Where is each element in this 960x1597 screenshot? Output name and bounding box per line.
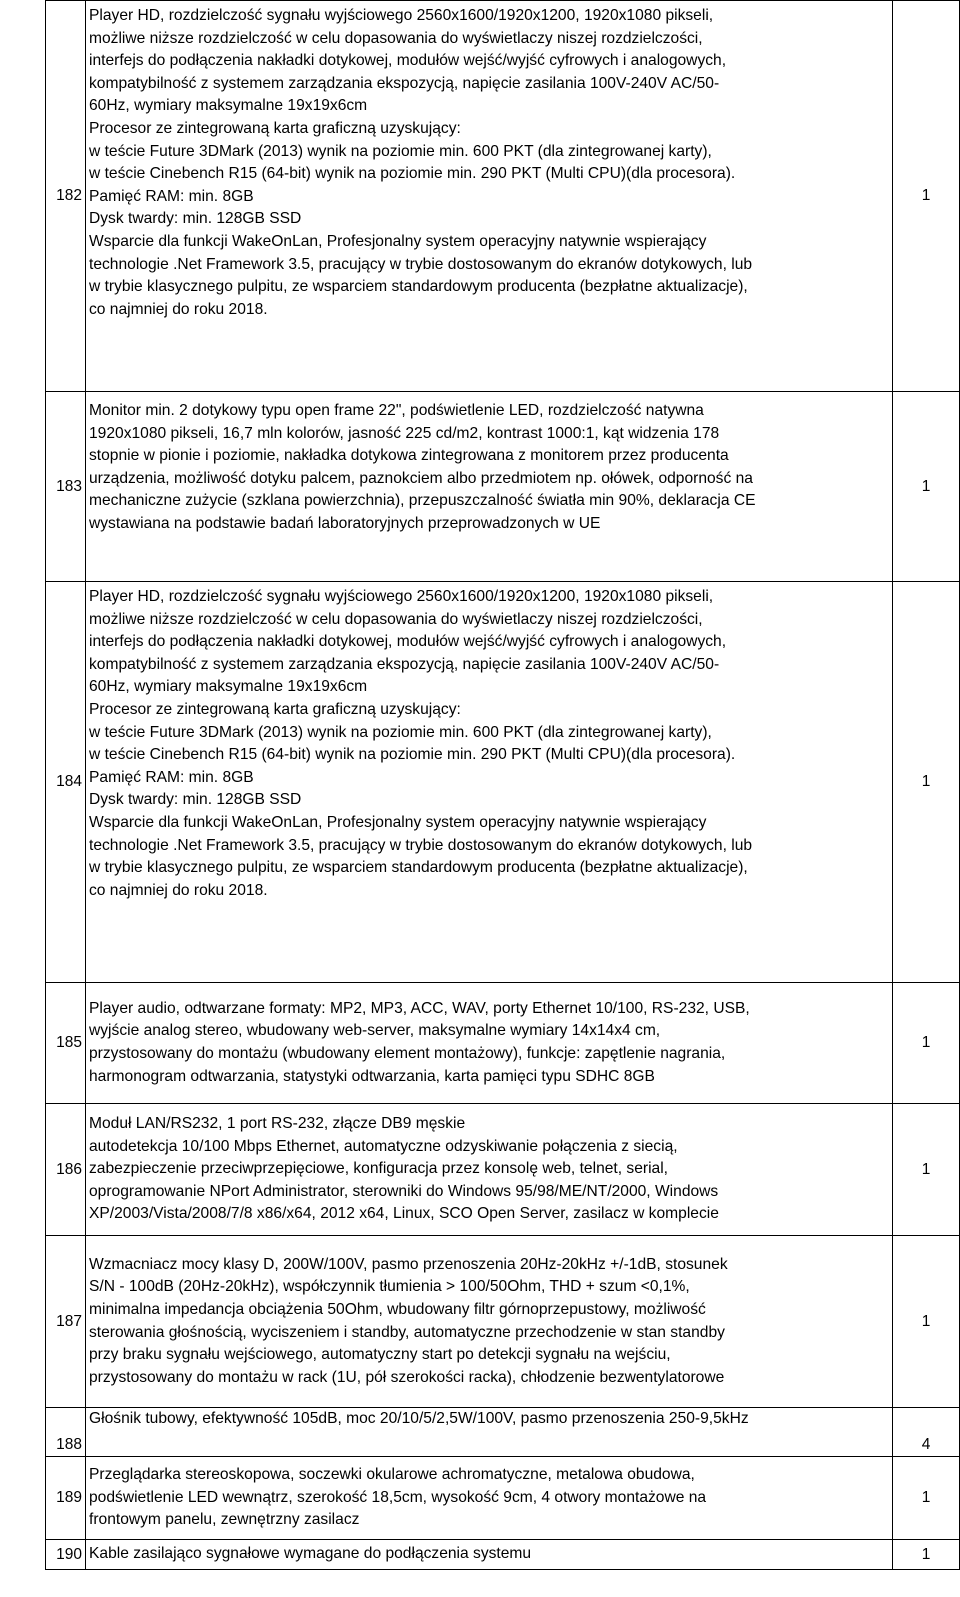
- row-description: [86, 582, 893, 983]
- row-description: [86, 1104, 893, 1236]
- description-line: co najmniej do roku 2018.: [89, 300, 268, 318]
- description-line: interfejs do podłączenia nakładki dotykowej, modułów wejść/wyjść cyfrowych i analogowych,: [89, 52, 727, 70]
- row-number: 183: [46, 392, 86, 582]
- row-number: 186: [46, 1104, 86, 1236]
- description-line: Wzmacniacz mocy klasy D, 200W/100V, pasmo przenoszenia 20Hz-20kHz +/-1dB, stosunek: [89, 1255, 728, 1273]
- description-line: możliwe niższe rozdzielczość w celu dopasowania do wyświetlaczy niszej rozdzielczości,: [89, 610, 703, 628]
- row-description: [86, 1236, 893, 1408]
- table-row: [46, 1236, 960, 1408]
- table-row: [46, 1, 960, 392]
- row-number: 184: [46, 582, 86, 983]
- row-quantity: 1: [893, 983, 960, 1104]
- description-line: frontowym panelu, zewnętrzny zasilacz: [89, 1511, 360, 1529]
- row-quantity: 1: [893, 1540, 960, 1570]
- row-number: 187: [46, 1236, 86, 1408]
- description-line: podświetlenie LED wewnątrz, szerokość 18,5cm, wysokość 9cm, 4 otwory montażowe na: [89, 1488, 707, 1506]
- row-number: 190: [46, 1540, 86, 1570]
- row-number: 189: [46, 1457, 86, 1540]
- description-line: Wsparcie dla funkcji WakeOnLan, Profesjonalny system operacyjny natywnie wspierający: [89, 813, 707, 831]
- description-line: Kable zasilająco sygnałowe wymagane do podłączenia systemu: [89, 1545, 532, 1563]
- row-quantity: 1: [893, 1104, 960, 1236]
- description-line: w teście Future 3DMark (2013) wynik na poziomie min. 600 PKT (dla zintegrowanej karty),: [89, 142, 712, 160]
- description-line: Monitor min. 2 dotykowy typu open frame 22", podświetlenie LED, rozdzielczość natywna: [89, 402, 704, 419]
- table-row: [46, 983, 960, 1104]
- description-line: Player audio, odtwarzane formaty: MP2, MP3, ACC, WAV, porty Ethernet 10/100, RS-232, USB,: [89, 999, 750, 1017]
- description-line: mechaniczne zużycie (szklana powierzchnia), przepuszczalność światła min 90%, deklaracja CE: [89, 492, 756, 510]
- table-row: [46, 1104, 960, 1236]
- row-quantity: 1: [893, 1236, 960, 1408]
- description-line: technologie .Net Framework 3.5, pracujący w trybie dostosowanym do ekranów dotykowych, lub: [89, 255, 753, 273]
- description-line: Dysk twardy: min. 128GB SSD: [89, 210, 302, 228]
- description-line: Player HD, rozdzielczość sygnału wyjściowego 2560x1600/1920x1200, 1920x1080 pikseli,: [89, 7, 714, 24]
- description-line: wystawiana na podstawie badań laboratoryjnych przeprowadzonych w UE: [89, 514, 601, 532]
- table-row: [46, 582, 960, 983]
- table-row: [46, 1408, 960, 1457]
- row-quantity: 1: [893, 392, 960, 582]
- description-line: oprogramowanie NPort Administrator, sterowniki do Windows 95/98/ME/NT/2000, Windows: [89, 1182, 719, 1200]
- description-line: zabezpieczenie przeciwprzepięciowe, konfiguracja przez konsolę web, telnet, serial,: [89, 1160, 669, 1178]
- specification-table: [45, 0, 960, 1570]
- description-line: możliwe niższe rozdzielczość w celu dopasowania do wyświetlaczy niszej rozdzielczości,: [89, 29, 703, 47]
- table-row: [46, 1457, 960, 1540]
- description-line: S/N - 100dB (20Hz-20kHz), współczynnik tłumienia > 100/50Ohm, THD + szum <0,1%,: [89, 1278, 690, 1296]
- description-line: stopnie w pionie i poziomie, nakładka dotykowa zintegrowana z monitorem przez producenta: [89, 447, 729, 465]
- description-line: kompatybilność z systemem zarządzania ekspozycją, napięcie zasilania 100V-240V AC/50-: [89, 74, 720, 92]
- row-description: [86, 1408, 893, 1457]
- description-line: Procesor ze zintegrowaną karta graficzną uzyskujący:: [89, 119, 461, 137]
- description-line: interfejs do podłączenia nakładki dotykowej, modułów wejść/wyjść cyfrowych i analogowych,: [89, 633, 727, 651]
- description-line: wyjście analog stereo, wbudowany web-server, maksymalne wymiary 14x14x4 cm,: [89, 1022, 661, 1040]
- description-line: kompatybilność z systemem zarządzania ekspozycją, napięcie zasilania 100V-240V AC/50-: [89, 655, 720, 673]
- description-line: urządzenia, możliwość dotyku palcem, paznokciem albo przedmiotem np. ołówek, odporność na: [89, 469, 753, 487]
- row-description: [86, 1540, 893, 1570]
- description-line: w teście Cinebench R15 (64-bit) wynik na poziomie min. 290 PKT (Multi CPU)(dla procesora).: [89, 746, 736, 764]
- description-line: 60Hz, wymiary maksymalne 19x19x6cm: [89, 678, 368, 696]
- description-line: Głośnik tubowy, efektywność 105dB, moc 20/10/5/2,5W/100V, pasmo przenoszenia 250-9,5kHz: [89, 1410, 749, 1427]
- table-row: [46, 392, 960, 582]
- description-line: Wsparcie dla funkcji WakeOnLan, Profesjonalny system operacyjny natywnie wspierający: [89, 232, 707, 250]
- row-quantity: 4: [893, 1408, 960, 1457]
- row-description: [86, 1, 893, 392]
- description-line: w teście Future 3DMark (2013) wynik na poziomie min. 600 PKT (dla zintegrowanej karty),: [89, 723, 712, 741]
- description-line: w trybie klasycznego pulpitu, ze wsparciem standardowym producenta (bezpłatne aktualizacje),: [89, 278, 748, 296]
- description-line: minimalna impedancja obciążenia 50Ohm, wbudowany filtr górnoprzepustowy, możliwość: [89, 1300, 706, 1318]
- description-line: Procesor ze zintegrowaną karta graficzną uzyskujący:: [89, 700, 461, 718]
- row-quantity: 1: [893, 1457, 960, 1540]
- description-line: harmonogram odtwarzania, statystyki odtwarzania, karta pamięci typu SDHC 8GB: [89, 1067, 655, 1085]
- description-line: Moduł LAN/RS232, 1 port RS-232, złącze DB9 męskie: [89, 1115, 466, 1133]
- row-number: 185: [46, 983, 86, 1104]
- description-line: Pamięć RAM: min. 8GB: [89, 187, 254, 205]
- description-line: 1920x1080 pikseli, 16,7 mln kolorów, jasność 225 cd/m2, kontrast 1000:1, kąt widzenia 178: [89, 424, 720, 442]
- description-line: sterowania głośnością, wyciszeniem i standby, automatyczne przechodzenie w stan standby: [89, 1323, 725, 1341]
- description-line: co najmniej do roku 2018.: [89, 881, 268, 899]
- description-line: przy braku sygnału wejściowego, automatyczny start po detekcji sygnału na wejściu,: [89, 1346, 671, 1364]
- table-row: [46, 1540, 960, 1570]
- row-description: [86, 392, 893, 582]
- description-line: 60Hz, wymiary maksymalne 19x19x6cm: [89, 97, 368, 115]
- row-number: 182: [46, 1, 86, 392]
- description-line: technologie .Net Framework 3.5, pracujący w trybie dostosowanym do ekranów dotykowych, lub: [89, 836, 753, 854]
- description-line: przystosowany do montażu w rack (1U, pół szerokości racka), chłodzenie bezwentylatorowe: [89, 1368, 725, 1386]
- row-number: 188: [46, 1408, 86, 1457]
- description-line: przystosowany do montażu (wbudowany element montażowy), funkcje: zapętlenie nagrania,: [89, 1045, 726, 1062]
- description-line: XP/2003/Vista/2008/7/8 x86/x64, 2012 x64, Linux, SCO Open Server, zasilacz w komplecie: [89, 1205, 719, 1223]
- description-line: autodetekcja 10/100 Mbps Ethernet, automatyczne odzyskiwanie połączenia z siecią,: [89, 1137, 678, 1155]
- description-line: w trybie klasycznego pulpitu, ze wsparciem standardowym producenta (bezpłatne aktualizacje),: [89, 859, 748, 877]
- row-quantity: 1: [893, 582, 960, 983]
- row-quantity: 1: [893, 1, 960, 392]
- description-line: Player HD, rozdzielczość sygnału wyjściowego 2560x1600/1920x1200, 1920x1080 pikseli,: [89, 588, 714, 605]
- description-line: w teście Cinebench R15 (64-bit) wynik na poziomie min. 290 PKT (Multi CPU)(dla procesora).: [89, 165, 736, 183]
- description-line: Pamięć RAM: min. 8GB: [89, 768, 254, 786]
- description-line: Dysk twardy: min. 128GB SSD: [89, 791, 302, 809]
- row-description: [86, 983, 893, 1104]
- description-line: Przeglądarka stereoskopowa, soczewki okularowe achromatyczne, metalowa obudowa,: [89, 1466, 695, 1484]
- row-description: [86, 1457, 893, 1540]
